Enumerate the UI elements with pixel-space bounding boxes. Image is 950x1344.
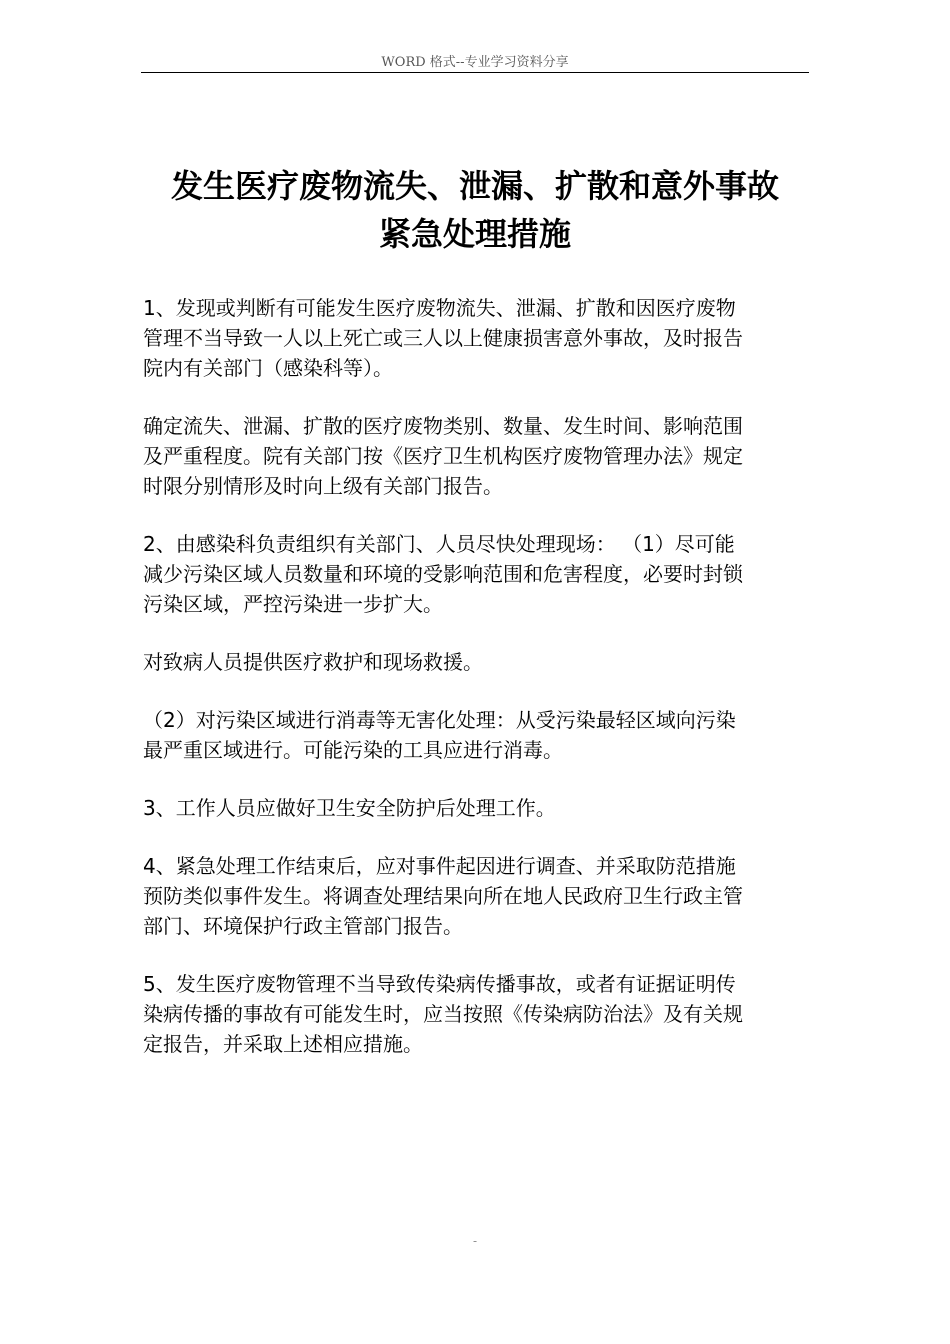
- paragraph: [143, 529, 819, 619]
- paragraph: [143, 647, 819, 677]
- paragraph: [143, 293, 819, 383]
- text-line: 最严重区域进行。可能污染的工具应进行消毒。: [143, 738, 563, 762]
- text-line: 染病传播的事故有可能发生时，应当按照《传染病防治法》及有关规: [143, 1002, 743, 1026]
- title-line-1: 发生医疗废物流失、泄漏、扩散和意外事故: [170, 167, 779, 205]
- paragraph: [143, 851, 819, 941]
- document-body: [143, 293, 819, 1087]
- text-line: 3、工作人员应做好卫生安全防护后处理工作。: [143, 796, 556, 820]
- paragraph: [143, 411, 819, 501]
- text-line: 污染区域，严控污染进一步扩大。: [143, 592, 443, 616]
- text-line: 管理不当导致一人以上死亡或三人以上健康损害意外事故，及时报告: [143, 326, 743, 350]
- text-line: 4、紧急处理工作结束后，应对事件起因进行调查、并采取防范措施: [143, 854, 736, 878]
- paragraph: [143, 705, 819, 765]
- page-footer-mark: -: [472, 1234, 478, 1248]
- text-line: 5、发生医疗废物管理不当导致传染病传播事故，或者有证据证明传: [143, 972, 736, 996]
- text-line: 2、由感染科负责组织有关部门、人员尽快处理现场： （1）尽可能: [143, 532, 735, 556]
- title-line-2: 紧急处理措施: [378, 215, 571, 253]
- text-line: （2）对污染区域进行消毒等无害化处理：从受污染最轻区域向污染: [143, 708, 736, 732]
- paragraph: [143, 793, 819, 823]
- text-line: 对致病人员提供医疗救护和现场救援。: [143, 650, 483, 674]
- text-line: 定报告，并采取上述相应措施。: [143, 1032, 423, 1056]
- header-divider: [141, 72, 809, 73]
- paragraph: [143, 969, 819, 1059]
- page-header: WORD 格式--专业学习资料分享: [381, 55, 569, 70]
- text-line: 时限分别情形及时向上级有关部门报告。: [143, 474, 503, 498]
- text-line: 院内有关部门（感染科等）。: [143, 356, 393, 380]
- document-title: [141, 162, 809, 258]
- text-line: 1、发现或判断有可能发生医疗废物流失、泄漏、扩散和因医疗废物: [143, 296, 736, 320]
- text-line: 及严重程度。院有关部门按《医疗卫生机构医疗废物管理办法》规定: [143, 444, 743, 468]
- text-line: 减少污染区域人员数量和环境的受影响范围和危害程度，必要时封锁: [143, 562, 743, 586]
- text-line: 部门、环境保护行政主管部门报告。: [143, 914, 463, 938]
- text-line: 确定流失、泄漏、扩散的医疗废物类别、数量、发生时间、影响范围: [143, 414, 743, 438]
- text-line: 预防类似事件发生。将调查处理结果向所在地人民政府卫生行政主管: [143, 884, 743, 908]
